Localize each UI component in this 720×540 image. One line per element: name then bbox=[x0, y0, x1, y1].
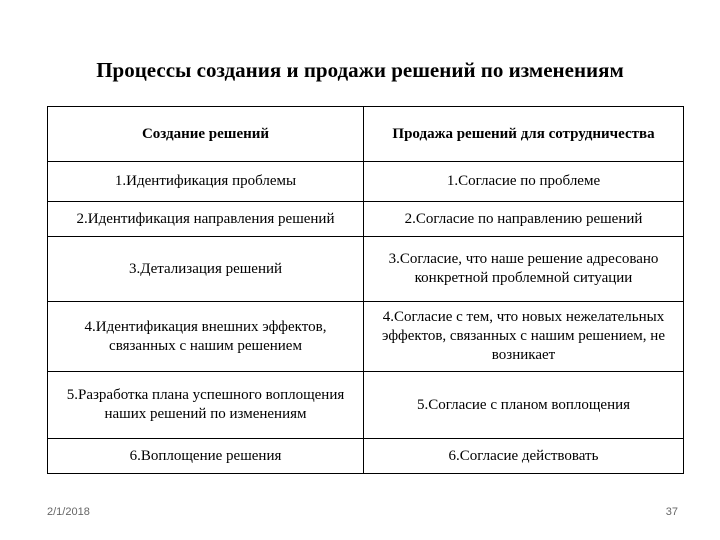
cell-selling: 2.Согласие по направлению решений bbox=[364, 202, 684, 237]
cell-selling: 3.Согласие, что наше решение адресовано конкретной проблемной ситуации bbox=[364, 237, 684, 302]
cell-selling: 1.Согласие по проблеме bbox=[364, 162, 684, 202]
page-number: 37 bbox=[665, 506, 678, 518]
slide-title: Процессы создания и продажи решений по изменениям bbox=[96, 58, 624, 82]
cell-selling: 6.Согласие действовать bbox=[364, 439, 684, 474]
cell-creation: 2.Идентификация направления решений bbox=[48, 202, 364, 237]
table-row bbox=[48, 439, 684, 474]
header-creation: Создание решений bbox=[48, 107, 364, 162]
cell-creation: 1.Идентификация проблемы bbox=[48, 162, 364, 202]
table-header-row bbox=[48, 107, 684, 162]
table-row bbox=[48, 372, 684, 439]
header-selling: Продажа решений для сотрудничества bbox=[364, 107, 684, 162]
cell-creation: 5.Разработка плана успешного воплощения наших решений по изменениям bbox=[48, 372, 364, 439]
cell-creation: 6.Воплощение решения bbox=[48, 439, 364, 474]
cell-selling: 5.Согласие с планом воплощения bbox=[364, 372, 684, 439]
cell-creation: 4.Идентификация внешних эффектов, связанных с нашим решением bbox=[48, 302, 364, 372]
table-row bbox=[48, 162, 684, 202]
footer-date: 2/1/2018 bbox=[47, 506, 90, 518]
cell-selling: 4.Согласие с тем, что новых нежелательных эффектов, связанных с нашим решением, не возникает bbox=[364, 302, 684, 372]
table-row bbox=[48, 202, 684, 237]
comparison-table bbox=[47, 106, 684, 474]
table-row bbox=[48, 302, 684, 372]
table-row bbox=[48, 237, 684, 302]
cell-creation: 3.Детализация решений bbox=[48, 237, 364, 302]
